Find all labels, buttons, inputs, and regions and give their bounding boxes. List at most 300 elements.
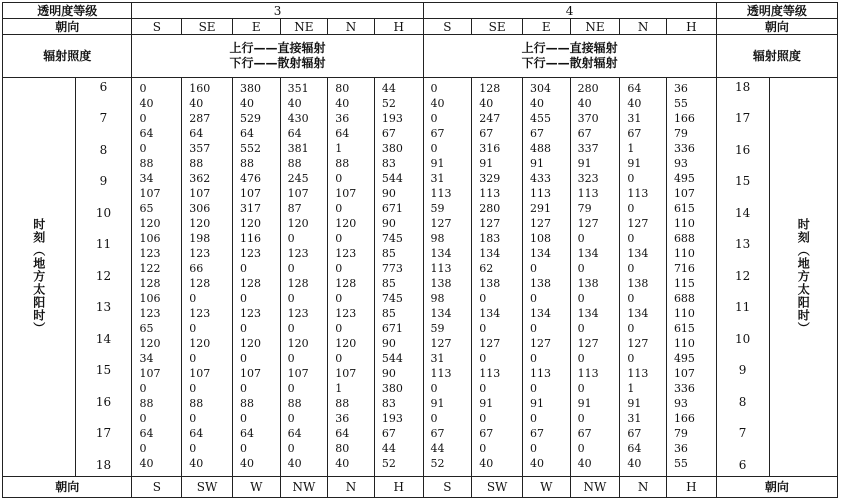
- irradiance-value: 745: [381, 292, 403, 306]
- irradiance-value: 64: [189, 427, 204, 441]
- irradiance-value: 380: [381, 142, 403, 156]
- hour-left: 8: [99, 142, 108, 157]
- irradiance-value: 0: [287, 292, 295, 306]
- irradiance-value: 91: [627, 157, 642, 171]
- irradiance-value: 128: [139, 277, 161, 291]
- hour-left: 18: [95, 457, 112, 472]
- solar-irradiance-table: [2, 2, 838, 498]
- irradiance-value: 40: [430, 97, 445, 111]
- irradiance-value: 59: [430, 202, 445, 216]
- irradiance-value: 64: [239, 127, 254, 141]
- irradiance-value: 0: [529, 292, 537, 306]
- irradiance-value: 0: [479, 412, 487, 426]
- irradiance-value: 110: [673, 217, 695, 231]
- irradiance-value: 0: [287, 262, 295, 276]
- irradiance-value: 88: [335, 157, 350, 171]
- irradiance-value: 123: [335, 247, 357, 261]
- irradiance-value: 0: [139, 442, 147, 456]
- irradiance-value: 615: [673, 322, 695, 336]
- irradiance-value: 88: [287, 397, 302, 411]
- irradiance-value: 134: [529, 247, 551, 261]
- irradiance-value: 107: [673, 187, 695, 201]
- time-axis-label-right: [769, 78, 838, 477]
- irradiance-value: 0: [529, 262, 537, 276]
- irradiance-value: 495: [673, 352, 695, 366]
- irradiance-value: 1: [627, 142, 635, 156]
- irradiance-value: 0: [287, 442, 295, 456]
- irradiance-value: 64: [627, 82, 642, 95]
- data-column-3: [280, 78, 328, 477]
- data-column-7: [472, 78, 523, 477]
- irradiance-value: 183: [479, 232, 501, 246]
- irradiance-value: 59: [430, 322, 445, 336]
- legend-level-3: [132, 35, 423, 78]
- hour-right: 11: [734, 300, 751, 315]
- irradiance-value: 198: [189, 232, 211, 246]
- irradiance-value: 134: [627, 247, 649, 261]
- irradiance-value: 36: [335, 412, 350, 426]
- irradiance-value: 120: [239, 217, 261, 231]
- irradiance-label-right: 辐射照度: [716, 35, 837, 78]
- hour-left: 10: [95, 205, 112, 220]
- irradiance-value: 123: [189, 307, 211, 321]
- irradiance-value: 127: [627, 217, 649, 231]
- irradiance-value: 0: [529, 382, 537, 396]
- foot-orientation-10: N: [620, 477, 667, 498]
- irradiance-value: 85: [381, 307, 396, 321]
- irradiance-value: 65: [139, 322, 154, 336]
- foot-orientation-9: NW: [570, 477, 620, 498]
- irradiance-value: 67: [430, 427, 445, 441]
- irradiance-value: 0: [577, 352, 585, 366]
- irradiance-value: 120: [189, 337, 211, 351]
- orientation-9: NE: [570, 19, 620, 35]
- irradiance-value: 88: [139, 157, 154, 171]
- irradiance-value: 113: [627, 367, 649, 381]
- irradiance-value: 0: [335, 352, 343, 366]
- irradiance-value: 64: [335, 427, 350, 441]
- irradiance-value: 0: [335, 232, 343, 246]
- irradiance-value: 0: [335, 292, 343, 306]
- transparency-label: 透明度等级: [3, 3, 132, 19]
- irradiance-value: 0: [577, 442, 585, 456]
- irradiance-value: 107: [335, 367, 357, 381]
- irradiance-value: 64: [239, 427, 254, 441]
- irradiance-value: 88: [139, 397, 154, 411]
- irradiance-value: 544: [381, 172, 403, 186]
- orientation-11: H: [666, 19, 716, 35]
- irradiance-value: 138: [529, 277, 551, 291]
- irradiance-value: 91: [529, 157, 544, 171]
- irradiance-value: 91: [479, 157, 494, 171]
- irradiance-value: 138: [577, 277, 599, 291]
- hour-right: 13: [734, 237, 751, 252]
- irradiance-value: 0: [287, 412, 295, 426]
- irradiance-value: 0: [627, 232, 635, 246]
- foot-orientation-5: H: [374, 477, 423, 498]
- orientation-0: S: [132, 19, 182, 35]
- irradiance-value: 0: [577, 412, 585, 426]
- irradiance-value: 120: [139, 337, 161, 351]
- irradiance-value: 107: [139, 187, 161, 201]
- irradiance-value: 0: [627, 172, 635, 186]
- orientation-8: E: [522, 19, 570, 35]
- irradiance-value: 128: [239, 277, 261, 291]
- irradiance-value: 93: [673, 157, 688, 171]
- hour-right: 12: [734, 268, 751, 283]
- irradiance-value: 67: [577, 127, 592, 141]
- irradiance-value: 716: [673, 262, 695, 276]
- irradiance-value: 123: [189, 247, 211, 261]
- irradiance-value: 0: [430, 142, 438, 156]
- irradiance-value: 0: [189, 292, 197, 306]
- foot-orientation-6: S: [423, 477, 472, 498]
- irradiance-value: 0: [430, 382, 438, 396]
- irradiance-value: 66: [189, 262, 204, 276]
- data-column-9: [570, 78, 620, 477]
- irradiance-value: 495: [673, 172, 695, 186]
- irradiance-value: 1: [335, 382, 343, 396]
- irradiance-value: 287: [189, 112, 211, 126]
- irradiance-value: 0: [239, 262, 247, 276]
- irradiance-value: 362: [189, 172, 211, 186]
- irradiance-value: 113: [479, 367, 501, 381]
- foot-orientation-0: S: [132, 477, 182, 498]
- irradiance-value: 91: [430, 397, 445, 411]
- irradiance-value: 123: [287, 307, 309, 321]
- irradiance-value: 193: [381, 112, 403, 126]
- time-axis-label: 时刻（地方太阳时）: [3, 78, 76, 477]
- irradiance-value: 40: [239, 97, 254, 111]
- irradiance-value: 116: [239, 232, 261, 246]
- irradiance-value: 0: [287, 232, 295, 246]
- irradiance-value: 120: [189, 217, 211, 231]
- irradiance-value: 0: [577, 382, 585, 396]
- hour-right: 8: [738, 394, 747, 409]
- irradiance-value: 62: [479, 262, 494, 276]
- foot-orientation-label-right: 朝向: [716, 477, 837, 498]
- irradiance-value: 40: [627, 457, 642, 471]
- irradiance-value: 351: [287, 82, 309, 95]
- irradiance-value: 0: [529, 322, 537, 336]
- irradiance-value: 107: [189, 187, 211, 201]
- irradiance-value: 123: [287, 247, 309, 261]
- irradiance-value: 134: [479, 247, 501, 261]
- irradiance-value: 36: [673, 442, 688, 456]
- time-axis-text-right: 时刻（地方太阳时）: [796, 217, 811, 335]
- irradiance-value: 544: [381, 352, 403, 366]
- irradiance-value: 127: [529, 337, 551, 351]
- irradiance-value: 34: [139, 172, 154, 186]
- hour-left: 16: [95, 394, 112, 409]
- irradiance-value: 127: [627, 337, 649, 351]
- irradiance-value: 337: [577, 142, 599, 156]
- irradiance-value: 1: [627, 382, 635, 396]
- irradiance-value: 113: [529, 367, 551, 381]
- irradiance-value: 80: [335, 442, 350, 456]
- irradiance-value: 0: [335, 202, 343, 216]
- legend-diffuse: 下行——散射辐射: [229, 56, 326, 70]
- irradiance-value: 0: [239, 412, 247, 426]
- irradiance-value: 120: [335, 217, 357, 231]
- irradiance-value: 529: [239, 112, 261, 126]
- irradiance-value: 40: [627, 97, 642, 111]
- orientation-6: S: [423, 19, 472, 35]
- hour-left: 15: [95, 363, 112, 378]
- irradiance-value: 552: [239, 142, 261, 156]
- irradiance-value: 64: [287, 427, 302, 441]
- irradiance-value: 52: [381, 97, 396, 111]
- irradiance-value: 0: [430, 112, 438, 126]
- irradiance-value: 107: [239, 187, 261, 201]
- irradiance-value: 0: [287, 352, 295, 366]
- irradiance-value: 44: [430, 442, 445, 456]
- irradiance-value: 36: [335, 112, 350, 126]
- irradiance-value: 336: [673, 382, 695, 396]
- irradiance-value: 107: [287, 187, 309, 201]
- hour-right: 7: [738, 426, 747, 441]
- irradiance-value: 0: [529, 352, 537, 366]
- irradiance-value: 127: [430, 337, 452, 351]
- irradiance-value: 476: [239, 172, 261, 186]
- irradiance-value: 79: [577, 202, 592, 216]
- irradiance-value: 127: [577, 337, 599, 351]
- foot-orientation-1: SW: [182, 477, 233, 498]
- data-column-6: [423, 78, 472, 477]
- irradiance-value: 80: [335, 82, 350, 95]
- irradiance-value: 40: [335, 97, 350, 111]
- legend-direct: 上行——直接辐射: [229, 41, 326, 55]
- data-column-0: [132, 78, 182, 477]
- irradiance-value: 88: [239, 157, 254, 171]
- irradiance-value: 329: [479, 172, 501, 186]
- irradiance-value: 745: [381, 232, 403, 246]
- irradiance-value: 106: [139, 292, 161, 306]
- irradiance-value: 0: [139, 412, 147, 426]
- irradiance-value: 280: [479, 202, 501, 216]
- irradiance-value: 0: [335, 262, 343, 276]
- irradiance-value: 40: [189, 97, 204, 111]
- irradiance-value: 688: [673, 292, 695, 306]
- level-3-header: 3: [132, 3, 423, 19]
- irradiance-value: 93: [673, 397, 688, 411]
- orientation-label: 朝向: [3, 19, 132, 35]
- irradiance-value: 40: [479, 97, 494, 111]
- orientation-4: N: [328, 19, 375, 35]
- irradiance-value: 128: [189, 277, 211, 291]
- legend-level-4: [423, 35, 716, 78]
- irradiance-value: 123: [139, 247, 161, 261]
- irradiance-value: 0: [139, 82, 147, 95]
- foot-orientation-3: NW: [280, 477, 328, 498]
- irradiance-value: 113: [430, 262, 452, 276]
- irradiance-value: 127: [430, 217, 452, 231]
- irradiance-value: 107: [239, 367, 261, 381]
- irradiance-value: 91: [577, 397, 592, 411]
- irradiance-value: 40: [287, 97, 302, 111]
- foot-orientation-8: W: [522, 477, 570, 498]
- irradiance-value: 247: [479, 112, 501, 126]
- irradiance-value: 107: [673, 367, 695, 381]
- irradiance-value: 110: [673, 337, 695, 351]
- irradiance-value: 615: [673, 202, 695, 216]
- irradiance-value: 91: [529, 397, 544, 411]
- irradiance-value: 380: [239, 82, 261, 95]
- legend-diffuse: 下行——散射辐射: [521, 56, 618, 70]
- irradiance-value: 123: [239, 307, 261, 321]
- irradiance-value: 0: [577, 292, 585, 306]
- irradiance-value: 488: [529, 142, 551, 156]
- irradiance-value: 0: [189, 352, 197, 366]
- irradiance-value: 688: [673, 232, 695, 246]
- irradiance-value: 128: [479, 82, 501, 95]
- irradiance-value: 113: [577, 187, 599, 201]
- irradiance-value: 0: [239, 322, 247, 336]
- irradiance-value: 64: [139, 427, 154, 441]
- irradiance-value: 88: [189, 157, 204, 171]
- irradiance-value: 40: [529, 97, 544, 111]
- irradiance-value: 134: [479, 307, 501, 321]
- irradiance-value: 120: [287, 337, 309, 351]
- irradiance-value: 336: [673, 142, 695, 156]
- irradiance-value: 67: [479, 427, 494, 441]
- foot-orientation-label: 朝向: [3, 477, 132, 498]
- hours-right: [716, 78, 769, 477]
- irradiance-value: 90: [381, 187, 396, 201]
- irradiance-value: 0: [239, 292, 247, 306]
- irradiance-value: 91: [479, 397, 494, 411]
- irradiance-value: 134: [627, 307, 649, 321]
- irradiance-value: 113: [577, 367, 599, 381]
- legend-direct: 上行——直接辐射: [521, 41, 618, 55]
- irradiance-value: 44: [381, 442, 396, 456]
- irradiance-value: 773: [381, 262, 403, 276]
- irradiance-value: 0: [287, 322, 295, 336]
- irradiance-value: 31: [430, 172, 445, 186]
- foot-orientation-4: N: [328, 477, 375, 498]
- irradiance-value: 0: [189, 322, 197, 336]
- irradiance-value: 79: [673, 127, 688, 141]
- irradiance-value: 127: [479, 217, 501, 231]
- irradiance-value: 31: [627, 112, 642, 126]
- irradiance-value: 83: [381, 157, 396, 171]
- irradiance-value: 55: [673, 97, 688, 111]
- irradiance-value: 138: [479, 277, 501, 291]
- irradiance-value: 0: [529, 442, 537, 456]
- irradiance-value: 90: [381, 217, 396, 231]
- irradiance-value: 67: [479, 127, 494, 141]
- irradiance-value: 0: [189, 442, 197, 456]
- irradiance-value: 0: [577, 232, 585, 246]
- irradiance-value: 134: [577, 307, 599, 321]
- irradiance-value: 123: [335, 307, 357, 321]
- orientation-1: SE: [182, 19, 233, 35]
- irradiance-value: 0: [627, 292, 635, 306]
- irradiance-value: 120: [139, 217, 161, 231]
- data-column-5: [374, 78, 423, 477]
- irradiance-value: 455: [529, 112, 551, 126]
- irradiance-value: 0: [430, 82, 438, 95]
- irradiance-value: 113: [627, 187, 649, 201]
- irradiance-value: 98: [430, 232, 445, 246]
- irradiance-value: 123: [239, 247, 261, 261]
- data-column-8: [522, 78, 570, 477]
- irradiance-value: 91: [430, 157, 445, 171]
- irradiance-value: 0: [479, 442, 487, 456]
- data-column-1: [182, 78, 233, 477]
- irradiance-value: 40: [239, 457, 254, 471]
- irradiance-value: 64: [335, 127, 350, 141]
- foot-orientation-7: SW: [472, 477, 523, 498]
- data-column-2: [232, 78, 280, 477]
- irradiance-value: 0: [577, 262, 585, 276]
- orientation-3: NE: [280, 19, 328, 35]
- irradiance-value: 67: [381, 127, 396, 141]
- irradiance-value: 88: [189, 397, 204, 411]
- irradiance-value: 44: [381, 82, 396, 95]
- irradiance-value: 91: [577, 157, 592, 171]
- hour-left: 12: [95, 268, 112, 283]
- irradiance-value: 380: [381, 382, 403, 396]
- irradiance-value: 317: [239, 202, 261, 216]
- irradiance-value: 0: [479, 322, 487, 336]
- irradiance-value: 64: [627, 442, 642, 456]
- irradiance-value: 193: [381, 412, 403, 426]
- irradiance-value: 107: [335, 187, 357, 201]
- irradiance-value: 40: [139, 97, 154, 111]
- irradiance-value: 0: [139, 142, 147, 156]
- irradiance-value: 0: [189, 412, 197, 426]
- irradiance-value: 107: [287, 367, 309, 381]
- hour-right: 10: [734, 331, 751, 346]
- irradiance-value: 134: [430, 247, 452, 261]
- hour-right: 16: [734, 142, 751, 157]
- hour-right: 9: [738, 363, 747, 378]
- irradiance-value: 108: [529, 232, 551, 246]
- irradiance-value: 55: [673, 457, 688, 471]
- irradiance-value: 64: [287, 127, 302, 141]
- irradiance-value: 1: [335, 142, 343, 156]
- irradiance-value: 0: [239, 442, 247, 456]
- irradiance-value: 88: [239, 397, 254, 411]
- irradiance-value: 357: [189, 142, 211, 156]
- irradiance-value: 0: [139, 382, 147, 396]
- irradiance-value: 40: [335, 457, 350, 471]
- irradiance-value: 122: [139, 262, 161, 276]
- irradiance-value: 0: [479, 352, 487, 366]
- irradiance-value: 671: [381, 202, 403, 216]
- irradiance-value: 91: [627, 397, 642, 411]
- hour-left: 17: [95, 426, 112, 441]
- irradiance-value: 306: [189, 202, 211, 216]
- hour-left: 11: [95, 237, 112, 252]
- irradiance-value: 64: [189, 127, 204, 141]
- irradiance-value: 381: [287, 142, 309, 156]
- irradiance-value: 0: [627, 262, 635, 276]
- irradiance-value: 40: [139, 457, 154, 471]
- irradiance-value: 127: [577, 217, 599, 231]
- irradiance-value: 304: [529, 82, 551, 95]
- irradiance-value: 0: [627, 322, 635, 336]
- irradiance-value: 370: [577, 112, 599, 126]
- irradiance-value: 90: [381, 367, 396, 381]
- irradiance-value: 0: [577, 322, 585, 336]
- orientation-10: N: [620, 19, 667, 35]
- irradiance-value: 280: [577, 82, 599, 95]
- irradiance-value: 323: [577, 172, 599, 186]
- irradiance-value: 0: [335, 172, 343, 186]
- irradiance-value: 40: [529, 457, 544, 471]
